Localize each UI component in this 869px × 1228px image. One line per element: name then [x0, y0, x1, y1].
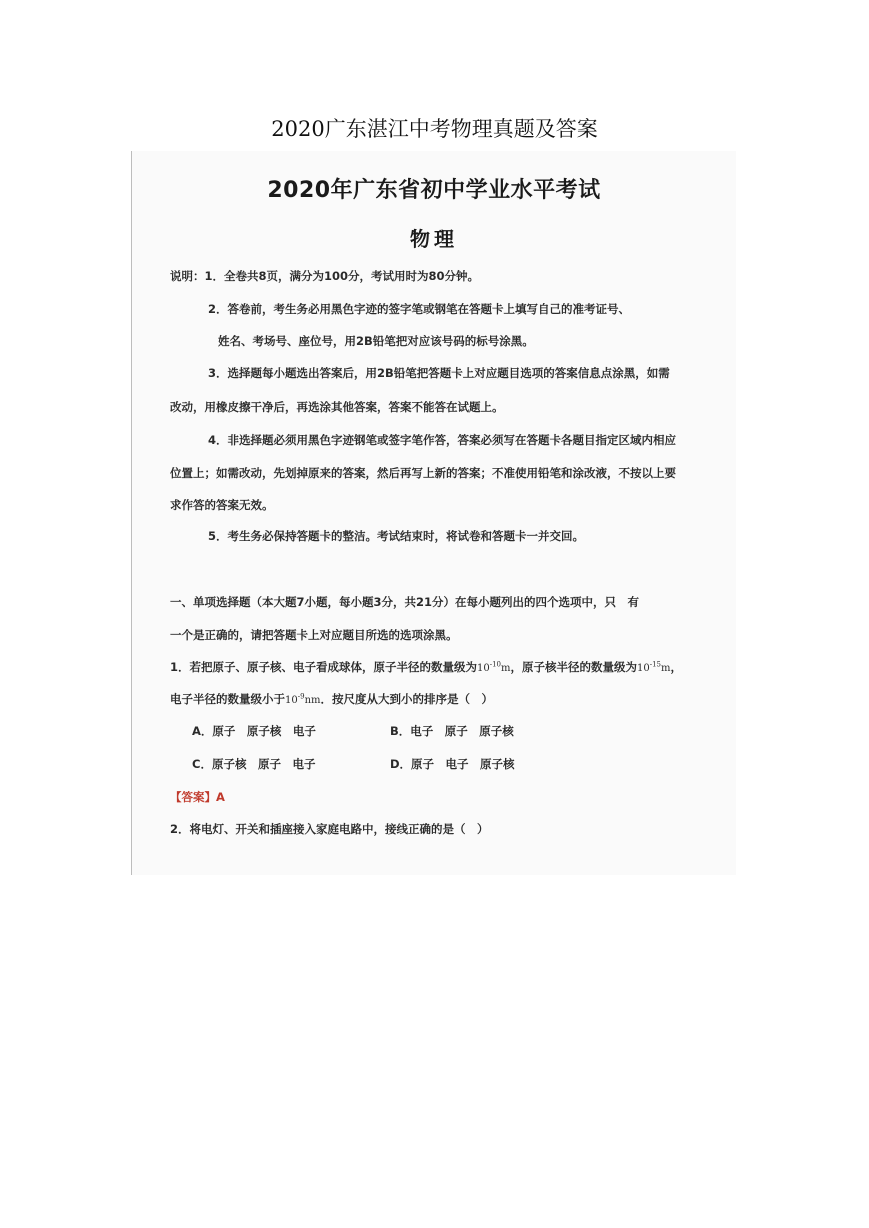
question-1-text-d: 电子半径的数量级小于 [170, 692, 285, 706]
nucleus-radius-value: $10^{-15}m$ [637, 660, 671, 674]
question-1-option-c: C．原子核 原子 电子 [192, 757, 316, 771]
instruction-line-4: 3．选择题每小题选出答案后，用2B铅笔把答题卡上对应题目选项的答案信息点涂黑，如需 [208, 366, 670, 380]
instruction-line-3: 姓名、考场号、座位号，用2B铅笔把对应该号码的标号涂黑。 [218, 334, 534, 348]
question-1-answer: 【答案】A [170, 790, 225, 804]
question-1-text-a: 1．若把原子、原子核、电子看成球体，原子半径的数量级为 [170, 660, 477, 674]
section-heading-line-1: 一、单项选择题（本大题7小题，每小题3分，共21分）在每小题列出的四个选项中，只 有 [170, 595, 640, 609]
document-title: 2020广东湛江中考物理真题及答案 [271, 117, 598, 141]
instruction-line-1: 说明：1．全卷共8页，满分为100分，考试用时为80分钟。 [170, 269, 480, 283]
question-1-line-2 [170, 691, 493, 707]
exam-subject: 物理 [410, 227, 458, 251]
question-1-option-d: D．原子 电子 原子核 [390, 757, 515, 771]
electron-radius-value: $10^{-9}nm$ [285, 692, 321, 706]
question-1-text-e: ．按尺度从大到小的排序是（ ） [320, 692, 493, 706]
question-1-option-b: B．电子 原子 原子核 [390, 724, 514, 738]
atom-radius-value: $10^{-10}m$ [477, 660, 511, 674]
exam-title: 2020年广东省初中学业水平考试 [267, 178, 601, 203]
instruction-line-9: 5．考生务必保持答题卡的整洁。考试结束时，将试卷和答题卡一并交回。 [208, 529, 584, 543]
instruction-line-2: 2．答卷前，考生务必用黑色字迹的签字笔或钢笔在答题卡上填写自己的准考证号、 [208, 302, 630, 316]
question-1-line-1 [170, 659, 682, 675]
question-1-text-c: ， [670, 660, 682, 674]
instruction-line-6: 4．非选择题必须用黑色字迹钢笔或签字笔作答，答案必须写在答题卡各题目指定区域内相应 [208, 433, 676, 447]
question-2-text: 2．将电灯、开关和插座接入家庭电路中，接线正确的是（ ） [170, 822, 489, 836]
instruction-line-5: 改动，用橡皮擦干净后，再选涂其他答案，答案不能答在试题上。 [170, 400, 504, 414]
instruction-line-7: 位置上；如需改动，先划掉原来的答案，然后再写上新的答案；不准使用铅笔和涂改液，不按以上要 [170, 466, 676, 480]
exam-page-scan [131, 151, 736, 875]
question-1-option-a: A．原子 原子核 电子 [192, 724, 316, 738]
instruction-line-8: 求作答的答案无效。 [170, 498, 274, 512]
section-heading-line-2: 一个是正确的，请把答题卡上对应题目所选的选项涂黑。 [170, 628, 458, 642]
question-1-text-b: ，原子核半径的数量级为 [510, 660, 637, 674]
